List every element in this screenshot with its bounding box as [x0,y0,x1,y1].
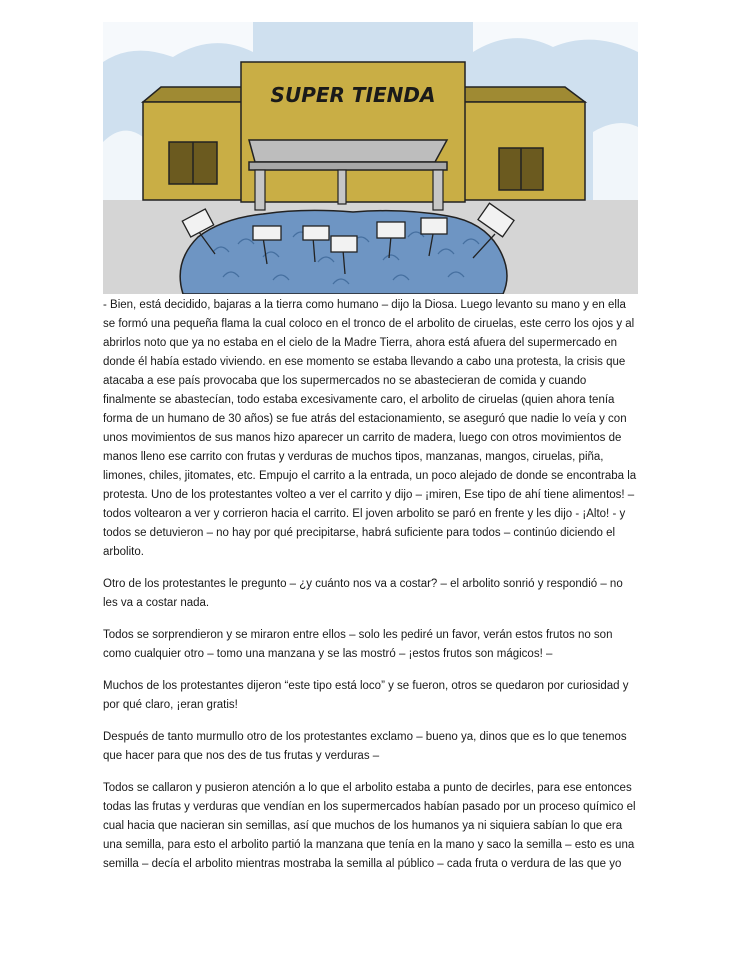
paragraph-4: Muchos de los protestantes dijeron “este tipo está loco” y se fueron, otros se quedaron por curiosidad y por qué claro, ¡eran gratis! [103,680,629,711]
paragraph-2: Otro de los protestantes le pregunto – ¿y cuánto nos va a costar? – el arbolito sonrió y respondió – no les va a costar nada. [103,578,623,609]
story-text [103,296,639,887]
supermarket-protest-illustration [103,22,638,294]
paragraph-6: Todos se callaron y pusieron atención a lo que el arbolito estaba a punto de decirles, para ese entonces todas las frutas y verduras que vendían en los supermercados habían pasado por un proceso químico el cual hacia que nacieran sin semillas, así que muchos de los humanos ya ni siquiera sabían lo que era una semilla, para esto el arbolito partió la manzana que tenía en la mano y saco la semilla – esto es una semilla – decía el arbolito mientras mostraba la semilla al público – cada fruta o verdura de las que yo [103,782,636,870]
paragraph-5: Después de tanto murmullo otro de los protestantes exclamo – bueno ya, dinos que es lo que tenemos que hacer para que nos des de tus frutas y verduras – [103,731,627,762]
paragraph-3: Todos se sorprendieron y se miraron entre ellos – solo les pediré un favor, verán estos frutos no son como cualquier otro – tomo una manzana y se las mostró – ¡estos frutos son mágicos! – [103,629,613,660]
paragraph-1: - Bien, está decidido, bajaras a la tierra como humano – dijo la Diosa. Luego levanto su mano y en ella se formó una pequeña flama la cual coloco en el tronco de el arbolito de ciruelas, este cerro los ojos y al abrirlos noto que ya no estaba en el cielo de la Madre Tierra, ahora está afuera del supermercado en donde él había estado viviendo. en ese momento se estaba llevando a cabo una protesta, la crisis que atacaba a ese país provocaba que los supermercados no se abastecieran de comida y cuando finalmente se abastecían, todo estaba excesivamente caro, el arbolito de ciruelas (quien ahora tenía forma de un humano de 30 años) se fue atrás del estacionamiento, se aseguró que nadie lo veía y con unos movimientos de sus manos hizo aparecer un carrito de madera, luego con otros movimientos de manos lleno ese carrito con frutas y verduras de muchos tipos, manzanas, mangos, ciruelas, piña, limones, chiles, jitomates, etc. Empujo el carrito a la entrada, un poco alejado de donde se encontraba la protesta. Uno de los protestantes volteo a ver el carrito y dijo – ¡miren, Ese tipo de ahí tiene alimentos! – todos voltearon a ver y corrieron hacia el carrito. El joven arbolito se paró en frente y les dijo - ¡Alto! - y todos se detuvieron – no hay por qué precipitarse, habrá suficiente para todos – continúo diciendo el arbolito. [103,299,637,558]
store-sign: SUPER TIENDA [270,83,436,107]
